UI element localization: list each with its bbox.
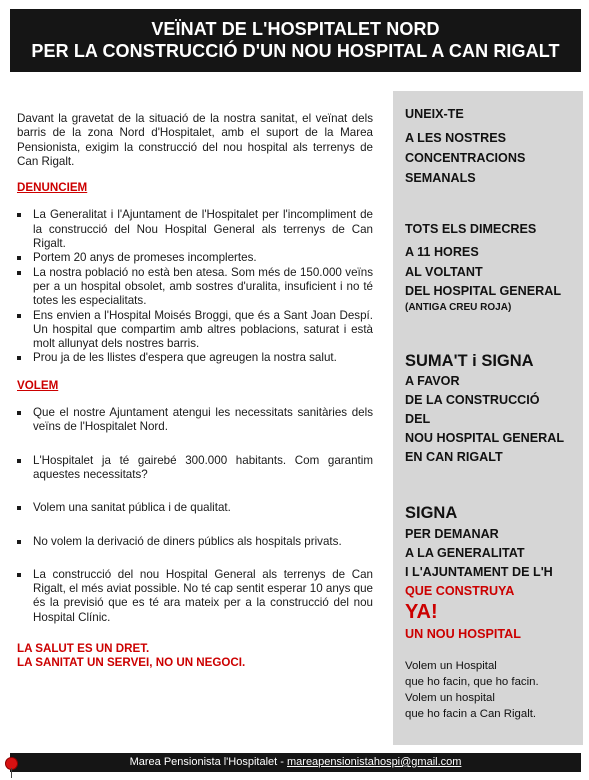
sidebar-song-0: Volem un Hospital: [405, 660, 497, 672]
section-title-denunciem: DENUNCIEM: [17, 181, 88, 195]
sidebar-panel: [393, 91, 583, 745]
header-line-1: VEÏNAT DE L'HOSPITALET NORD: [151, 19, 440, 39]
sidebar-when-2: AL VOLTANT: [405, 265, 483, 279]
denunciem-list: [17, 208, 373, 365]
sidebar-unix-3: SEMANALS: [405, 171, 476, 185]
sidebar-signa-0: SIGNA: [405, 504, 458, 522]
sidebar-suma-3: DEL: [405, 412, 431, 426]
closing-line-2: LA SANITAT UN SERVEI, NO UN NEGOCI.: [17, 656, 246, 670]
footer-separator: -: [280, 756, 284, 768]
intro-paragraph: Davant la gravetat de la situació de la nostra sanitat, el veïnat dels barris de la zona Nord d'Hospitalet, amb el suport de la Marea Pensionista, exigim la construcció del nou hospital als terrenys de Can Rigalt.: [17, 112, 373, 168]
sidebar-red-line-1: QUE CONSTRUYA: [405, 584, 515, 598]
sidebar-when-3: DEL HOSPITAL GENERAL: [405, 284, 562, 298]
sidebar-signa-2: A LA GENERALITAT: [405, 546, 525, 560]
denunciem-item: La nostra població no està ben atesa. Som més de 150.000 veïns per a un hospital obsolet, amb sostres d'uralita, insuficient i no té totes les especialitats.: [17, 266, 373, 309]
denunciem-item: Ens envien a l'Hospital Moisés Broggi, que és a Sant Joan Despí. Un hospital que compartim amb altres poblacions, saturat i està molt allunyat dels nostres barris.: [17, 309, 373, 352]
sidebar-unix-0: UNEIX-TE: [405, 107, 464, 121]
sidebar-song-3: que ho facin a Can Rigalt.: [405, 708, 537, 720]
sidebar-unix-1: A LES NOSTRES: [405, 131, 506, 145]
sidebar-red-line-3: UN NOU HOSPITAL: [405, 627, 521, 641]
header-banner: [10, 9, 581, 72]
volem-item: Que el nostre Ajuntament atengui les necessitats sanitàries dels veïns de l'Hospitalet Nord.: [17, 406, 373, 435]
sidebar-song-2: Volem un hospital: [405, 692, 495, 704]
sidebar-suma-5: EN CAN RIGALT: [405, 450, 503, 464]
volem-item: L'Hospitalet ja té gairebé 300.000 habitants. Com garantim aquestes necessitats?: [17, 454, 373, 483]
volem-item: La construcció del nou Hospital General als terrenys de Can Rigalt, el més aviat possible. No té cap sentit esperar 10 anys que és la previsió que es té ara mateix per a la construcció del nou Hospital Clínic.: [17, 568, 373, 625]
footer-bar: [10, 753, 581, 772]
sidebar-suma-1: A FAVOR: [405, 374, 460, 388]
sidebar-signa-3: I L'AJUNTAMENT DE L'H: [405, 565, 553, 579]
volem-item: No volem la derivació de diners públics als hospitals privats.: [17, 535, 373, 549]
footer-email-link[interactable]: mareapensionistahospi@gmail.com: [287, 756, 462, 768]
denunciem-item: Portem 20 anys de promeses incomplertes.: [17, 251, 373, 265]
sidebar-when-note: (ANTIGA CREU ROJA): [405, 302, 512, 313]
denunciem-item: La Generalitat i l'Ajuntament de l'Hospitalet per l'incompliment de la construcció del Nou Hospital General als terrenys de Can Rigalt.: [17, 208, 373, 251]
denunciem-item: Prou ja de les llistes d'espera que agreugen la nostra salut.: [17, 351, 373, 365]
sidebar-suma-4: NOU HOSPITAL GENERAL: [405, 431, 565, 445]
sidebar-song-1: que ho facin, que ho facin.: [405, 676, 539, 688]
sidebar-red-line-2: YA!: [405, 601, 438, 623]
sidebar-unix-2: CONCENTRACIONS: [405, 151, 526, 165]
sidebar-when-0: TOTS ELS DIMECRES: [405, 222, 537, 236]
volem-item: Volem una sanitat pública i de qualitat.: [17, 501, 373, 515]
sidebar-signa-1: PER DEMANAR: [405, 527, 499, 541]
sidebar-suma-0: SUMA'T i SIGNA: [405, 352, 534, 370]
pushpin-needle-icon: [11, 768, 12, 778]
footer-org: Marea Pensionista l'Hospitalet: [129, 756, 278, 768]
header-line-2: PER LA CONSTRUCCIÓ D'UN NOU HOSPITAL A CAN RIGALT: [31, 41, 560, 61]
sidebar-suma-2: DE LA CONSTRUCCIÓ: [405, 393, 540, 407]
main-column: [17, 112, 373, 671]
section-title-volem: VOLEM: [17, 378, 59, 392]
sidebar-when-1: A 11 HORES: [405, 245, 479, 259]
volem-list: [17, 406, 373, 625]
closing-line-1: LA SALUT ES UN DRET.: [17, 642, 150, 656]
